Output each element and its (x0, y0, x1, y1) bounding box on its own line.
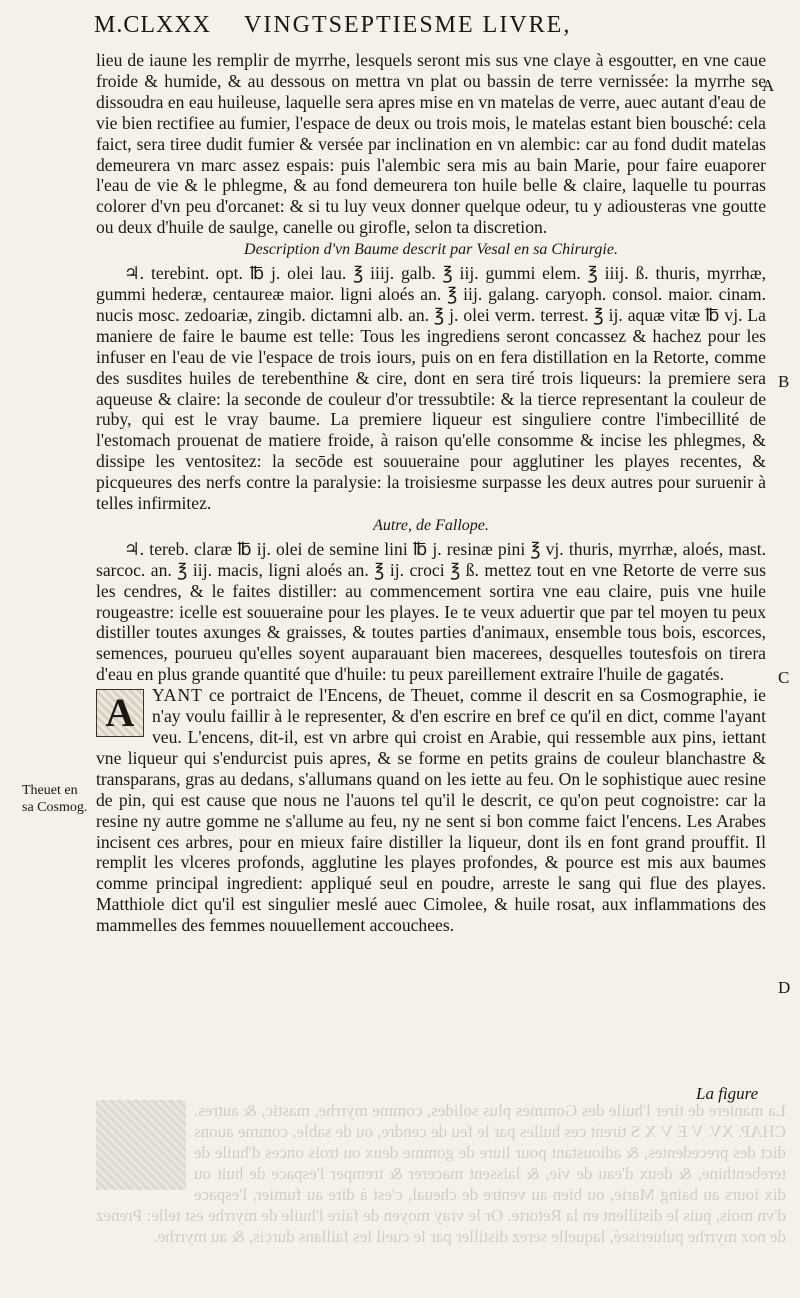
bleed-through-text (96, 1100, 786, 1298)
marginal-note: Theuet en sa Cosmog. (22, 783, 88, 815)
main-text-block (96, 50, 766, 936)
catchword: La figure (696, 1084, 759, 1103)
decorated-initial: A (96, 689, 144, 737)
paragraph-vesal-balm: ♃. terebint. opt. ℔ j. olei lau. ℥ iiij. galb. ℥ iij. gummi elem. ℥ iiij. ß. thuris, myrrhæ, gummi hederæ, centaureæ maior. ligni aloés an. ℥ iij. galang. caryoph. consol. maior. cinam. nucis mosc. zedoariæ, zingib. dictamni alb. an. ℥ j. olei verm. terrest. ℥ ij. aquæ vitæ ℔ vj. La maniere de faire le baume est telle: Tous les ingrediens seront concassez & hachez pour les infuser en l'eau de vie l'espace de trois iours, puis on en fera distillation en la Retorte, comme des susdites huiles de terebenthine & cire, dont en sera tiré trois liqueurs: la premiere sera aqueuse & claire: la seconde de couleur d'or tressubtile: & la tierce representant la couleur de ruby, qui est le vray baume. La premiere liqueur est singuliere contre l'imbecillité de l'estomach prouenat de matiere froide, à raison qu'elle consomme & incise les phlegmes, & dissipe les ventositez: la secōde est souueraine pour agglutiner les playes recentes, & picqueures des nerfs contre la paralysie: la troisiesme surpasse les deux autres pour suruenir à telles infirmitez. (96, 263, 766, 514)
paragraph-myrrh-oil: lieu de iaune les remplir de myrrhe, lesquels seront mis sus vne claye à esgoutter, en vne caue froide & humide, & au dessous on mettra vn plat ou bassin de terre vernissée: la myrrhe se dissoudra en eau huileuse, laquelle sera apres mise en vn matelas de verre, auec autant d'eau de vie bien rectifiee au fumier, l'espace de deux ou trois mois, le matelas estant bien bousché: cela faict, sera tiree dudit fumier & versée par inclination en vn alembic: car au fond dudit matelas demeurera vn marc assez espais: puis l'alembic sera mis au bain Marie, pour faire euaporer l'eau de vie & le phlegme, & au fond demeurera ton huile belle & claire, laquelle tu pourras colorer d'vn peu d'orcanet: & si tu luy veux donner quelque odeur, tu y adiousteras vne goutte ou deux d'huile de saulge, canelle ou girofle, selon ta discretion. (96, 50, 766, 238)
bleed-through-content: La maniere de tirer l'huile des Gommes plus solides, comme myrrhe, mastic, & autres. CHAP. XV. V E V X S tirent ces huiles par le feu de cendre, ou de sable, comme auons dict des precedentes, & adioustant pour liure de gomme deux ou trois onces d'huile de terebenthine, & deux d'eau de vie, & laissent macerer & tremper l'espace de huit ou dix iours au baing Marie, ou bien au ventre de cheual, c'est à dire au fumier, l'espace d'vn mois, puis le distillent en la Retorte. Or le vray moyen de faire l'huile de myrrhe est telle: Prenez de noz myrrhe pulueriseé, laquelle serez distiller par le cueil les faillans durcis, & au myrrhe. (96, 1101, 786, 1246)
section-heading-vesal: Description d'vn Baume descrit par Vesal en sa Chirurgie. (244, 241, 618, 259)
bleed-through-initial (96, 1100, 186, 1190)
running-title: VINGTSEPTIESME LIVRE, (244, 12, 572, 38)
paragraph-encens-text: ce portraict de l'Encens, de Theuet, comme il descrit en sa Cosmographie, ie n'ay voulu faillir à le representer, & d'en escrire en bref ce qu'il en dict, comme l'ayant veu. L'encens, dit-il, est vn arbre qui croist en Arabie, qui ressemble aux pins, iettant vne liqueur qui s'endurcist puis apres, & se forme en petits grains de couleur blanchastre & transparans, gras au dedans, s'allumans quand on les iette au feu. On le sophistique auec resine de pin, qui est cause que nous ne l'auons tel qu'il le descrit, ce qu'on peut cognoistre: car la resine ny autre gomme ne s'allume au feu, ny ne sent si bon comme faict l'encens. Les Arabes incisent ces arbres, pour en mieux faire distiller la liqueur, dont ils en font grand prouffit. Il remplit les vlceres profonds, agglutine les playes profondes, & pource est mis aux baumes comme principal ingredient: appliqué seul en poudre, arreste le sang qui flue des playes. Matthiole dict qu'il est singulier meslé auec Cimolee, & huile rosat, aux inflammations des mammelles des femmes nouuellement accouchees. (96, 685, 766, 936)
paragraph-fallope-recipe: ♃. tereb. claræ ℔ ij. olei de semine lini ℔ j. resinæ pini ℥ vj. thuris, myrrhæ, aloés, mast. sarcoc. an. ℥ iij. macis, ligni aloés an. ℥ ij. croci ℥ ß. mettez tout en vne Retorte de verre sus les cendres, & le faites distiller: au commencement sortira vne eau claire, puis vne huile rougeastre: icelle est souueraine pour les playes. Ie te veux aduertir que par tel moyen tu peux distiller toutes axunges & graisses, & toutes parties d'animaux, ensemble tous bois, escorces, semences, pourueu qu'elles soyent auparauant bien macerees, desquelles toutesfois on tirera d'eau en plus grande quantité que d'huile: tu peux pareillement extraire l'huile de gagatés. (96, 538, 766, 685)
margin-letter-c: C (778, 668, 790, 687)
section-heading-fallope: Autre, de Fallope. (373, 516, 489, 534)
folio-number: M.CLXXX (94, 12, 212, 38)
margin-letter-b: B (778, 372, 790, 391)
running-header (94, 8, 784, 40)
opening-word: YANT (152, 685, 203, 706)
margin-letter-a: A (762, 76, 775, 95)
paragraph-encens (96, 685, 766, 936)
margin-letter-d: D (778, 978, 791, 997)
